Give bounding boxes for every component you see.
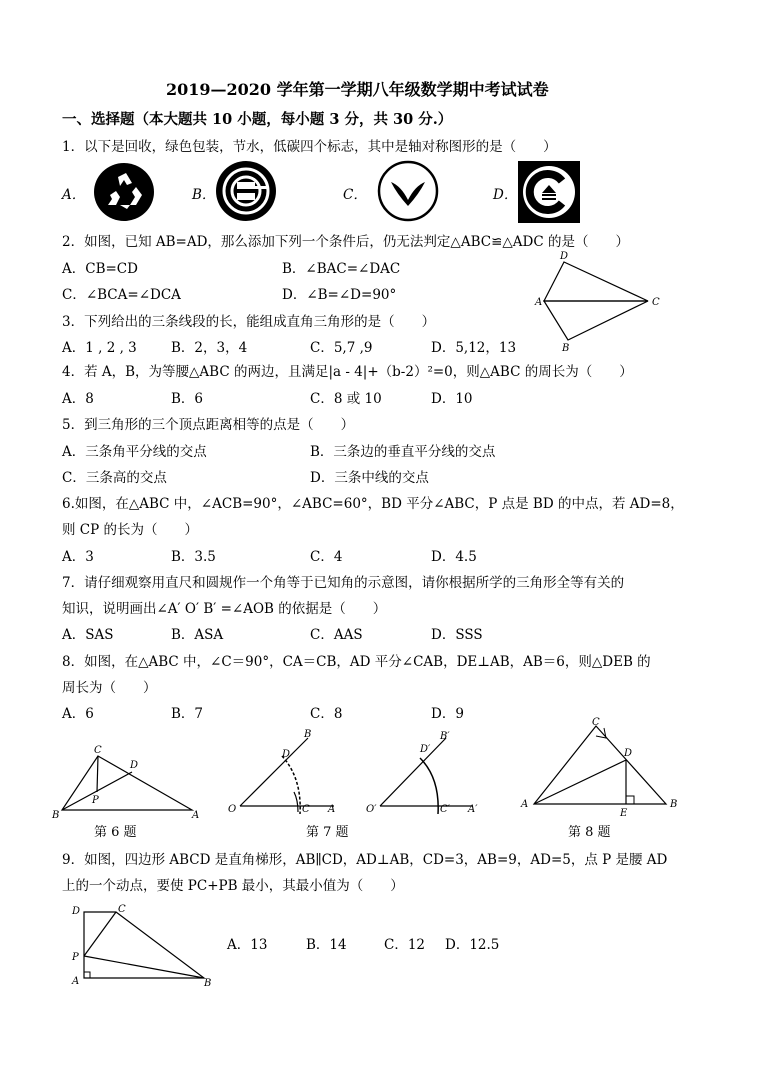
q2-label-a: A [535, 297, 543, 308]
q1-option-d: D． [493, 187, 518, 203]
q9-label-b: B [204, 978, 212, 989]
fig8-label-b: B [670, 799, 678, 810]
q6-option-a: A．3 [62, 549, 94, 565]
fig7-label-d-prime: D′ [420, 744, 431, 755]
q9-label-p: P [72, 952, 79, 963]
q9-option-d: D．12.5 [445, 937, 500, 953]
water-saving-icon [377, 160, 439, 222]
q8-option-d: D．9 [431, 706, 464, 722]
q7-option-c: C．AAS [310, 627, 363, 643]
q5-option-d: D．三条中线的交点 [310, 470, 429, 486]
q3-option-a: A．1 , 2 , 3 [62, 340, 137, 356]
question-9-stem-line1: 9．如图，四边形 ABCD 是直角梯形，AB∥CD，AD⊥AB，CD=3，AB=9，AD=5，点 P 是腰 AD [62, 852, 668, 868]
fig6-label-c: C [94, 745, 102, 756]
question-2-stem: 2．如图，已知 AB=AD，那么添加下列一个条件后，仍无法判定△ABC≌△ADC 的是（ ） [62, 234, 629, 250]
fig6-label-b: B [52, 810, 60, 821]
q3-option-d: D．5,12，13 [431, 340, 517, 356]
q6-option-c: C．4 [310, 549, 343, 565]
fig7-label-c: C [302, 804, 310, 815]
q9-option-c: C．12 [384, 937, 426, 953]
fig8-label-c: C [592, 717, 600, 728]
q6-option-b: B．3.5 [171, 549, 216, 565]
green-packaging-icon [215, 160, 277, 222]
q2-label-c: C [652, 297, 660, 308]
q9-label-d: D [72, 906, 81, 917]
figure-6-caption: 第 6 题 [94, 825, 137, 840]
question-9-stem-line2: 上的一个动点，要使 PC+PB 最小，其最小值为（ ） [62, 878, 404, 894]
figure-8 [516, 716, 686, 822]
q2-label-d: D [560, 251, 569, 262]
fig6-label-d: D [130, 760, 139, 771]
question-7-stem-line2: 知识，说明画出∠A′ O′ B′ =∠AOB 的依据是（ ） [62, 601, 387, 617]
figure-7-caption: 第 7 题 [306, 825, 349, 840]
q5-option-b: B．三条边的垂直平分线的交点 [310, 444, 496, 460]
figure-8-caption: 第 8 题 [568, 825, 611, 840]
question-5-stem: 5．到三角形的三个顶点距离相等的点是（ ） [62, 417, 355, 433]
q4-option-a: A．8 [62, 391, 94, 407]
fig8-label-e: E [620, 808, 628, 819]
question-6-stem-line2: 则 CP 的长为（ ） [62, 522, 198, 538]
q9-label-c: C [118, 904, 126, 915]
q7-option-d: D．SSS [431, 627, 483, 643]
q3-option-b: B．2，3，4 [171, 340, 248, 356]
low-carbon-icon [518, 161, 580, 223]
q8-option-a: A．6 [62, 706, 94, 722]
q9-option-b: B．14 [306, 937, 347, 953]
q1-option-a: A． [62, 187, 86, 203]
q7-option-b: B．ASA [171, 627, 224, 643]
page-title: 2019—2020 学年第一学期八年级数学期中考试试卷 [166, 80, 549, 99]
fig6-label-a: A [192, 810, 200, 821]
q2-option-c: C．∠BCA=∠DCA [62, 287, 181, 303]
q2-option-a: A．CB=CD [62, 261, 138, 277]
q9-label-a: A [72, 976, 80, 987]
recycle-icon [92, 161, 156, 223]
fig8-label-a: A [521, 799, 529, 810]
question-6-stem-line1: 6.如图，在△ABC 中，∠ACB=90°，∠ABC=60°，BD 平分∠ABC，P 点是 BD 的中点，若 AD=8， [62, 496, 684, 512]
q3-option-c: C．5,7 ,9 [310, 340, 373, 356]
figure-7-right [364, 728, 494, 820]
fig6-label-p: P [92, 795, 99, 806]
fig7-label-a-prime: A′ [468, 804, 478, 815]
q8-option-c: C．8 [310, 706, 343, 722]
q2-label-b: B [562, 343, 570, 354]
question-1-stem: 1．以下是回收，绿色包装，节水，低碳四个标志，其中是轴对称图形的是（ ） [62, 139, 557, 155]
q4-option-d: D．10 [431, 391, 473, 407]
fig7-label-o: O [228, 804, 237, 815]
figure-6 [52, 742, 202, 822]
section-heading: 一、选择题（本大题共 10 小题，每小题 3 分，共 30 分.） [62, 111, 453, 128]
figure-7-left [222, 728, 352, 820]
q1-option-c: C． [343, 187, 367, 203]
fig8-label-d: D [624, 748, 633, 759]
q6-option-d: D．4.5 [431, 549, 477, 565]
q1-option-b: B． [192, 187, 216, 203]
fig7-label-c-prime: C′ [440, 804, 450, 815]
fig7-label-o-prime: O′ [366, 804, 377, 815]
q8-option-b: B．7 [171, 706, 204, 722]
q2-option-d: D．∠B=∠D=90° [282, 287, 397, 303]
q5-option-a: A．三条角平分线的交点 [62, 444, 207, 460]
question-4-stem: 4．若 A，B，为等腰△ABC 的两边，且满足|a - 4|+（b-2）²=0，则△ABC 的周长为（ ） [62, 364, 633, 380]
fig7-label-b: B [304, 729, 312, 740]
question-7-stem-line1: 7．请仔细观察用直尺和圆规作一个角等于已知角的示意图，请你根据所学的三角形全等有关的 [62, 575, 625, 591]
q4-option-b: B．6 [171, 391, 204, 407]
fig7-label-a: A [328, 804, 336, 815]
q9-figure [64, 900, 224, 996]
q9-option-a: A．13 [227, 937, 268, 953]
fig7-label-d: D [282, 749, 291, 760]
q5-option-c: C．三条高的交点 [62, 470, 167, 486]
q2-figure [530, 250, 670, 354]
question-8-stem-line1: 8．如图，在△ABC 中，∠C＝90°，CA＝CB，AD 平分∠CAB，DE⊥AB，AB＝6，则△DEB 的 [62, 654, 651, 670]
question-3-stem: 3．下列给出的三条线段的长，能组成直角三角形的是（ ） [62, 314, 436, 330]
q4-option-c: C．8 或 10 [310, 391, 382, 407]
question-8-stem-line2: 周长为（ ） [62, 680, 157, 696]
fig7-label-b-prime: B′ [440, 731, 450, 742]
q7-option-a: A．SAS [62, 627, 114, 643]
q2-option-b: B．∠BAC=∠DAC [282, 261, 401, 277]
